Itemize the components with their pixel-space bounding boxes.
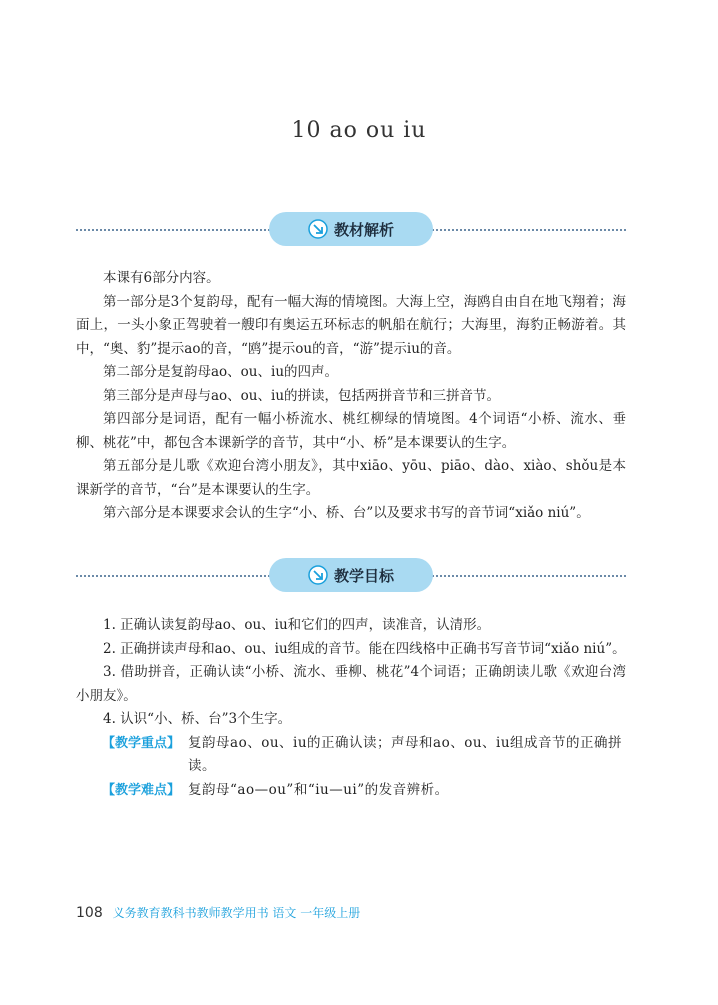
arrow-down-right-circle-icon xyxy=(308,219,328,239)
section-heading: 教材解析 xyxy=(333,220,394,239)
key-point-row xyxy=(76,732,626,779)
goals-content xyxy=(76,614,626,802)
key-point-label: 【教学重点】 xyxy=(102,735,181,751)
key-point-text: 复韵母ao、ou、iu的正确认读；声母和ao、ou、iu组成音节的正确拼读。 xyxy=(188,734,623,774)
section-heading-pill xyxy=(269,212,433,246)
paragraph: 第三部分是声母与ao、ou、iu的拼读，包括两拼音节和三拼音节。 xyxy=(103,387,501,404)
difficulty-row xyxy=(76,779,626,803)
paragraph: 第四部分是词语，配有一幅小桥流水、桃红柳绿的情境图。4个词语“小桥、流水、垂柳、桃花”中，都包含本课新学的音节，其中“小、桥”是本课要认的生字。 xyxy=(76,411,626,451)
paragraph: 本课有6部分内容。 xyxy=(103,270,220,286)
page-footer xyxy=(76,904,360,921)
section-header-goals xyxy=(76,558,626,594)
paragraph: 第五部分是儿歌《欢迎台湾小朋友》，其中xiāo、yōu、piāo、dào、xiào、shǒu是本课新学的音节，“台”是本课要认的生字。 xyxy=(76,458,626,498)
goal-item: 4. 认识“小、桥、台”3个生字。 xyxy=(103,711,292,727)
section-heading: 教学目标 xyxy=(333,566,394,585)
analysis-content xyxy=(76,267,626,526)
page-title: 10 ao ou iu xyxy=(291,118,427,143)
goal-item: 2. 正确拼读声母和ao、ou、iu组成的音节。能在四线格中正确书写音节词“xiǎo niú”。 xyxy=(103,640,626,657)
section-heading-pill xyxy=(269,558,433,592)
paragraph: 第二部分是复韵母ao、ou、iu的四声。 xyxy=(103,364,339,380)
book-title: 义务教育教科书教师教学用书 语文 一年级上册 xyxy=(112,906,361,920)
goal-item: 1. 正确认读复韵母ao、ou、iu和它们的四声，读准音，认清形。 xyxy=(103,617,491,633)
paragraph: 第六部分是本课要求会认的生字“小、桥、台”以及要求书写的音节词“xiǎo niú”。 xyxy=(103,505,590,521)
difficulty-text: 复韵母“ao—ou”和“iu—ui”的发音辨析。 xyxy=(188,781,449,798)
arrow-down-right-circle-icon xyxy=(308,565,328,585)
section-header-analysis xyxy=(76,212,626,248)
goal-item: 3. 借助拼音，正确认读“小桥、流水、垂柳、桃花”4个词语；正确朗读儿歌《欢迎台湾小朋友》。 xyxy=(76,664,626,704)
paragraph: 第一部分是3个复韵母，配有一幅大海的情境图。大海上空，海鸥自由自在地飞翔着；海面上，一头小象正驾驶着一艘印有奥运五环标志的帆船在航行；大海里，海豹正畅游着。其中，“奥、豹”提示ao的音，“鸥”提示ou的音，“游”提示iu的音。 xyxy=(76,293,626,357)
page-number: 108 xyxy=(76,905,103,921)
difficulty-label: 【教学难点】 xyxy=(102,782,181,798)
